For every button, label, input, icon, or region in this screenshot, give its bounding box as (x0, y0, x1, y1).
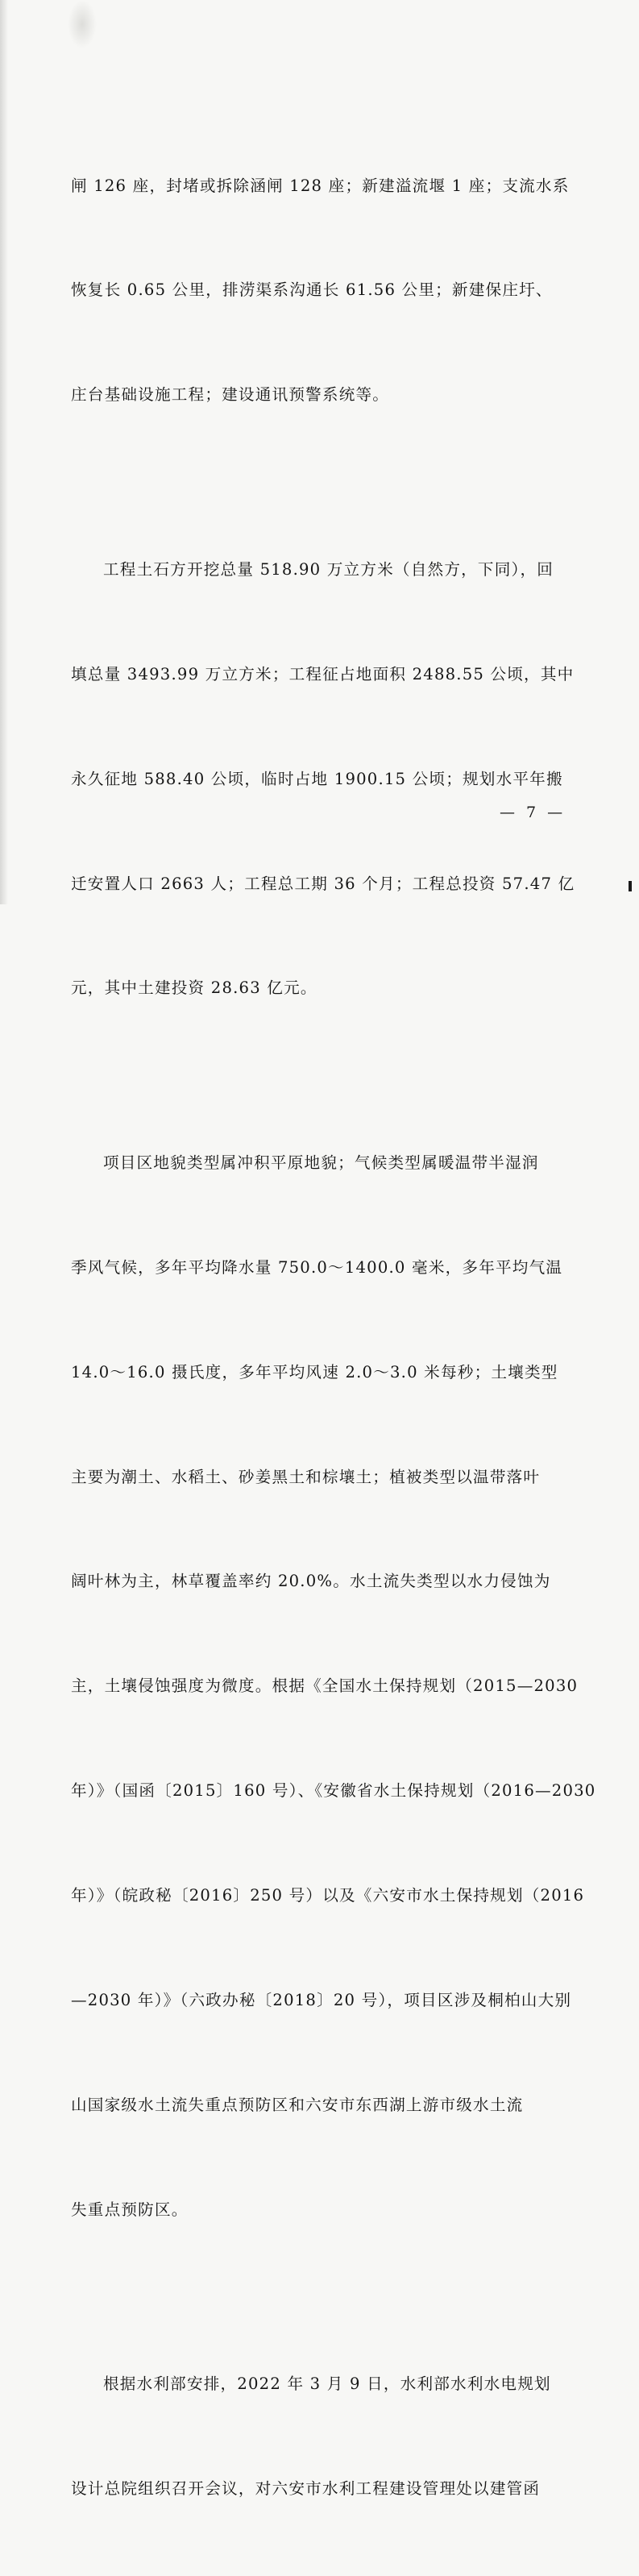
text-line: 恢复长 0.65 公里，排涝渠系沟通长 61.56 公里；新建保庄圩、 (71, 280, 553, 300)
paragraph-4 (71, 2297, 561, 2576)
text-line: 元，其中土建投资 28.63 亿元。 (71, 978, 317, 998)
paragraph-3 (71, 1075, 596, 2296)
text-line: 工程土石方开挖总量 518.90 万立方米（自然方，下同），回 (103, 559, 554, 579)
page-number: — 7 — (500, 804, 566, 821)
text-line: 庄台基础设施工程；建设通讯预警系统等。 (71, 385, 390, 405)
text-line: 主要为潮土、水稻土、砂姜黑土和棕壤土；植被类型以温带落叶 (71, 1467, 541, 1486)
text-line: —2030 年）》（六政办秘〔2018〕20 号），项目区涉及桐柏山大别 (71, 1991, 572, 2010)
text-line: 失重点预防区。 (71, 2200, 189, 2219)
binding-mark (629, 881, 632, 891)
text-line: 年）》（皖政秘〔2016〕250 号）以及《六安市水土保持规划（2016 (71, 1886, 585, 1905)
text-line: 主，土壤侵蚀强度为微度。根据《全国水土保持规划（2015—2030 (71, 1676, 579, 1696)
text-line: 项目区地貌类型属冲积平原地貌；气候类型属暖温带半湿润 (103, 1153, 539, 1172)
text-line: 根据水利部安排，2022 年 3 月 9 日，水利部水利水电规划 (103, 2374, 551, 2394)
scan-smudge (68, 0, 97, 48)
text-line: 14.0～16.0 摄氏度，多年平均风速 2.0～3.0 米每秒；土壤类型 (71, 1362, 558, 1381)
text-line: 迁安置人口 2663 人；工程总工期 36 个月；工程总投资 57.47 亿 (71, 874, 575, 893)
text-line: 年）》（国函〔2015〕160 号）、《安徽省水土保持规划（2016—2030 (71, 1781, 596, 1801)
text-line: 季风气候，多年平均降水量 750.0～1400.0 毫米，多年平均气温 (71, 1257, 563, 1277)
text-line: 阔叶林为主，林草覆盖率约 20.0%。水土流失类型以水力侵蚀为 (71, 1572, 551, 1591)
text-line: 永久征地 588.40 公顷，临时占地 1900.15 公顷；规划水平年搬 (71, 769, 563, 788)
scan-edge-shadow (0, 0, 8, 904)
document-body (71, 98, 596, 2576)
text-line: 山国家级水土流失重点预防区和六安市东西湖上游市级水土流 (71, 2095, 524, 2114)
paragraph-2 (71, 482, 575, 1075)
text-line: 填总量 3493.99 万立方米；工程征占地面积 2488.55 公顷，其中 (71, 664, 575, 683)
text-line: 闸 126 座，封堵或拆除涵闸 128 座；新建溢流堰 1 座；支流水系 (71, 176, 570, 195)
text-line: 设计总院组织召开会议，对六安市水利工程建设管理处以建管函 (71, 2479, 541, 2499)
paragraph-1 (71, 98, 570, 482)
